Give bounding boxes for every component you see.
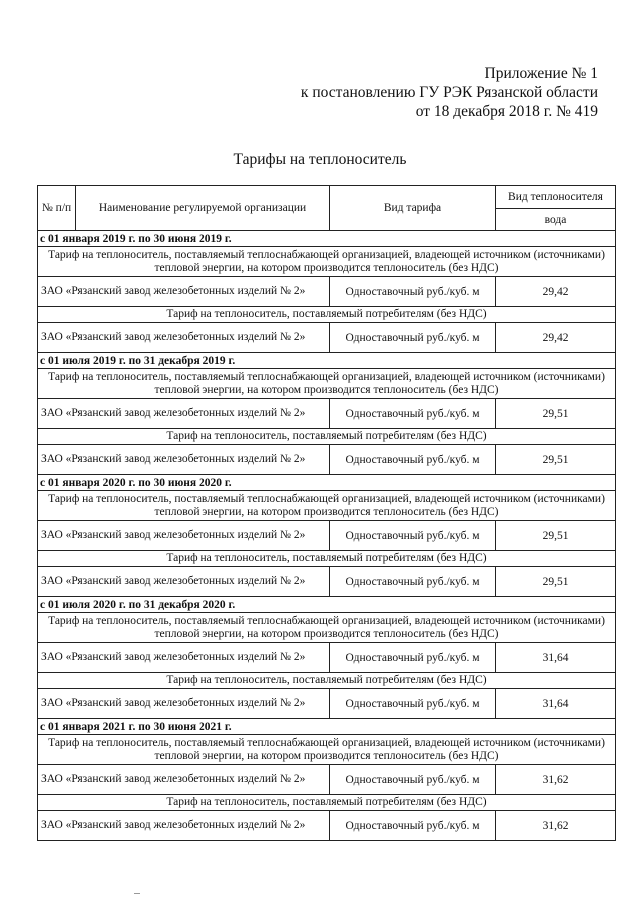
- section-supply-label: Тариф на теплоноситель, поставляемый теплоснабжающей организацией, владеющей источником (источниками) тепловой энергии, на котором производится теплоноситель (без НДС): [38, 613, 616, 643]
- page-mark: [134, 893, 140, 894]
- tariff-type: Одноставочный руб./куб. м: [330, 567, 496, 597]
- tariff-value: 29,51: [496, 445, 616, 475]
- section-row-consumer: [38, 673, 616, 689]
- period-label: с 01 января 2019 г. по 30 июня 2019 г.: [38, 231, 616, 247]
- resolution-date: от 18 декабря 2018 г. № 419: [415, 103, 598, 120]
- section-consumer-label: Тариф на теплоноситель, поставляемый потребителям (без НДС): [38, 795, 616, 811]
- table-row: [38, 567, 616, 597]
- tariffs-table: [37, 185, 616, 841]
- section-consumer-label: Тариф на теплоноситель, поставляемый потребителям (без НДС): [38, 429, 616, 445]
- tariff-type: Одноставочный руб./куб. м: [330, 323, 496, 353]
- period-label: с 01 января 2021 г. по 30 июня 2021 г.: [38, 719, 616, 735]
- tariff-value: 31,64: [496, 643, 616, 673]
- organization-name: ЗАО «Рязанский завод железобетонных изделий № 2»: [38, 643, 330, 673]
- tariff-type: Одноставочный руб./куб. м: [330, 277, 496, 307]
- table-row: [38, 323, 616, 353]
- resolution-reference: к постановлению ГУ РЭК Рязанской области: [300, 84, 598, 101]
- section-supply-label: Тариф на теплоноситель, поставляемый теплоснабжающей организацией, владеющей источником (источниками) тепловой энергии, на котором производится теплоноситель (без НДС): [38, 735, 616, 765]
- section-row-consumer: [38, 795, 616, 811]
- organization-name: ЗАО «Рязанский завод железобетонных изделий № 2»: [38, 399, 330, 429]
- column-header-number: № п/п: [38, 186, 76, 231]
- tariff-type: Одноставочный руб./куб. м: [330, 399, 496, 429]
- organization-name: ЗАО «Рязанский завод железобетонных изделий № 2»: [38, 521, 330, 551]
- appendix-label: Приложение № 1: [484, 65, 598, 82]
- document-header: [238, 64, 598, 121]
- organization-name: ЗАО «Рязанский завод железобетонных изделий № 2»: [38, 445, 330, 475]
- table-row: [38, 399, 616, 429]
- table-row: [38, 521, 616, 551]
- section-row-consumer: [38, 429, 616, 445]
- section-supply-label: Тариф на теплоноситель, поставляемый теплоснабжающей организацией, владеющей источником (источниками) тепловой энергии, на котором производится теплоноситель (без НДС): [38, 491, 616, 521]
- tariff-type: Одноставочный руб./куб. м: [330, 689, 496, 719]
- table-header-row: [38, 186, 616, 209]
- section-consumer-label: Тариф на теплоноситель, поставляемый потребителям (без НДС): [38, 551, 616, 567]
- organization-name: ЗАО «Рязанский завод железобетонных изделий № 2»: [38, 811, 330, 841]
- period-row: [38, 597, 616, 613]
- table-row: [38, 811, 616, 841]
- organization-name: ЗАО «Рязанский завод железобетонных изделий № 2»: [38, 323, 330, 353]
- section-supply-label: Тариф на теплоноситель, поставляемый теплоснабжающей организацией, владеющей источником (источниками) тепловой энергии, на котором производится теплоноситель (без НДС): [38, 247, 616, 277]
- period-row: [38, 475, 616, 491]
- tariff-type: Одноставочный руб./куб. м: [330, 765, 496, 795]
- section-row-consumer: [38, 551, 616, 567]
- tariff-type: Одноставочный руб./куб. м: [330, 811, 496, 841]
- document-title: Тарифы на теплоноситель: [233, 151, 407, 168]
- tariff-value: 29,51: [496, 399, 616, 429]
- period-label: с 01 января 2020 г. по 30 июня 2020 г.: [38, 475, 616, 491]
- period-label: с 01 июля 2020 г. по 31 декабря 2020 г.: [38, 597, 616, 613]
- period-row: [38, 231, 616, 247]
- organization-name: ЗАО «Рязанский завод железобетонных изделий № 2»: [38, 567, 330, 597]
- section-row-supply: [38, 247, 616, 277]
- column-header-heat-carrier: Вид теплоносителя: [496, 186, 616, 209]
- table-row: [38, 643, 616, 673]
- section-row-supply: [38, 369, 616, 399]
- column-header-water: вода: [496, 209, 616, 231]
- table-row: [38, 689, 616, 719]
- tariff-value: 29,42: [496, 323, 616, 353]
- section-row-supply: [38, 613, 616, 643]
- section-consumer-label: Тариф на теплоноситель, поставляемый потребителям (без НДС): [38, 673, 616, 689]
- table-row: [38, 765, 616, 795]
- tariff-type: Одноставочный руб./куб. м: [330, 521, 496, 551]
- column-header-tariff-type: Вид тарифа: [330, 186, 496, 231]
- period-row: [38, 719, 616, 735]
- tariff-value: 31,62: [496, 765, 616, 795]
- tariff-value: 31,64: [496, 689, 616, 719]
- section-row-consumer: [38, 307, 616, 323]
- section-consumer-label: Тариф на теплоноситель, поставляемый потребителям (без НДС): [38, 307, 616, 323]
- tariff-value: 29,51: [496, 521, 616, 551]
- column-header-organization: Наименование регулируемой организации: [76, 186, 330, 231]
- table-row: [38, 277, 616, 307]
- organization-name: ЗАО «Рязанский завод железобетонных изделий № 2»: [38, 765, 330, 795]
- section-supply-label: Тариф на теплоноситель, поставляемый теплоснабжающей организацией, владеющей источником (источниками) тепловой энергии, на котором производится теплоноситель (без НДС): [38, 369, 616, 399]
- section-row-supply: [38, 491, 616, 521]
- organization-name: ЗАО «Рязанский завод железобетонных изделий № 2»: [38, 689, 330, 719]
- tariff-type: Одноставочный руб./куб. м: [330, 643, 496, 673]
- table-row: [38, 445, 616, 475]
- section-row-supply: [38, 735, 616, 765]
- period-row: [38, 353, 616, 369]
- tariff-type: Одноставочный руб./куб. м: [330, 445, 496, 475]
- tariff-value: 31,62: [496, 811, 616, 841]
- period-label: с 01 июля 2019 г. по 31 декабря 2019 г.: [38, 353, 616, 369]
- tariff-value: 29,51: [496, 567, 616, 597]
- tariff-value: 29,42: [496, 277, 616, 307]
- organization-name: ЗАО «Рязанский завод железобетонных изделий № 2»: [38, 277, 330, 307]
